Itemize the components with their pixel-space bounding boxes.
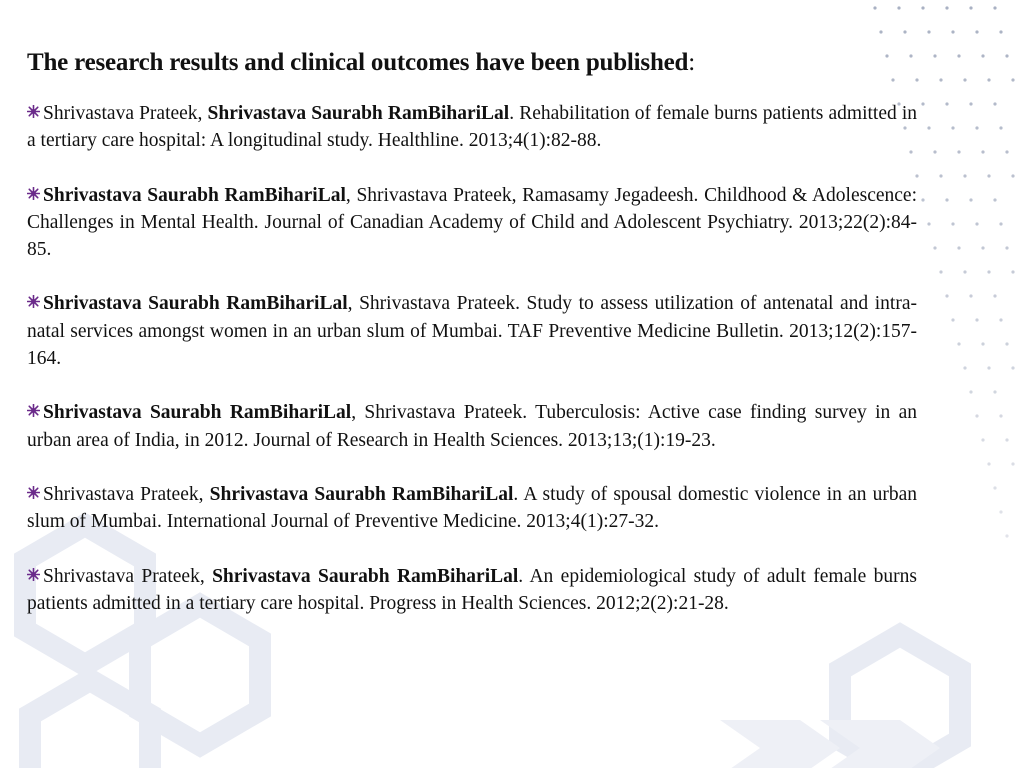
decor-dot	[951, 318, 954, 321]
decor-dot	[993, 6, 996, 9]
starburst-bullet-icon	[27, 187, 40, 200]
reference-author-bold: Shrivastava Saurabh RamBihariLal	[207, 103, 510, 124]
decor-dot	[987, 78, 990, 81]
reference-author-bold: Shrivastava Saurabh RamBihariLal	[43, 293, 348, 315]
decor-dot	[987, 462, 990, 465]
decor-dot	[927, 126, 930, 129]
decor-dot	[1005, 150, 1008, 153]
decor-dot	[963, 366, 966, 369]
decor-dot	[975, 126, 978, 129]
decor-dot	[999, 30, 1002, 33]
decor-dot	[939, 174, 942, 177]
decor-dot	[903, 30, 906, 33]
decor-dot	[999, 126, 1002, 129]
decor-dot	[981, 342, 984, 345]
decor-dot	[999, 414, 1002, 417]
decor-dot	[939, 78, 942, 81]
decor-dot	[933, 246, 936, 249]
decor-dot	[969, 294, 972, 297]
decor-dot	[897, 6, 900, 9]
decor-dot	[963, 78, 966, 81]
reference-item	[27, 399, 917, 454]
decor-dot	[999, 318, 1002, 321]
slide-title-colon: :	[688, 49, 696, 76]
decor-dot	[921, 6, 924, 9]
decor-dot	[945, 6, 948, 9]
reference-authors-pre: Shrivastava Prateek,	[43, 103, 208, 124]
decor-dot	[957, 54, 960, 57]
decor-dot	[975, 414, 978, 417]
decor-dot	[987, 366, 990, 369]
decor-dot	[981, 438, 984, 441]
decor-dot	[999, 222, 1002, 225]
decor-dot	[993, 486, 996, 489]
reference-list	[27, 100, 917, 617]
decor-dot	[951, 126, 954, 129]
starburst-bullet-icon	[27, 404, 40, 417]
reference-citation: , Shrivastava Prateek, Ramasamy Jegadeesh. Childhood & Adolescence: Challenges in Mental Health. Journal of Canadian Academy of Child and Adolescent Psychiatry. 2013;22(2):84-85.	[27, 184, 917, 261]
decor-dot	[987, 174, 990, 177]
decor-dot	[945, 102, 948, 105]
decor-dot	[873, 6, 876, 9]
reference-item	[27, 182, 917, 264]
decor-dot	[933, 150, 936, 153]
starburst-bullet-icon	[27, 486, 40, 499]
decor-dot	[921, 102, 924, 105]
decor-dot	[969, 390, 972, 393]
decor-dot	[1011, 174, 1014, 177]
reference-citation: . A study of spousal domestic violence in an urban slum of Mumbai. International Journal of Preventive Medicine. 2013;4(1):27-32.	[27, 483, 917, 533]
decor-dot	[981, 150, 984, 153]
reference-author-bold: Shrivastava Saurabh RamBihariLal	[43, 402, 352, 424]
decor-dot	[1005, 534, 1008, 537]
decor-dot	[879, 30, 882, 33]
decor-dot	[951, 222, 954, 225]
decor-dot	[927, 222, 930, 225]
decor-dot	[999, 510, 1002, 513]
decor-dot	[1005, 246, 1008, 249]
starburst-bullet-icon	[27, 105, 40, 118]
decor-dot	[969, 6, 972, 9]
decor-dot	[975, 30, 978, 33]
decor-dot	[1011, 78, 1014, 81]
decor-dot	[1011, 366, 1014, 369]
reference-authors-pre: Shrivastava Prateek,	[43, 483, 210, 505]
reference-item	[27, 481, 917, 536]
decor-dot	[1005, 342, 1008, 345]
reference-item	[27, 290, 917, 372]
decor-dot	[975, 318, 978, 321]
decor-dot	[963, 174, 966, 177]
decor-dot	[993, 198, 996, 201]
reference-citation: . Rehabilitation of female burns patients admitted in a tertiary care hospital: A longitudinal study. Healthline. 2013;4(1):82-88.	[27, 103, 917, 152]
decor-dot	[1011, 270, 1014, 273]
reference-author-bold: Shrivastava Saurabh RamBihariLal	[212, 565, 519, 587]
reference-author-bold: Shrivastava Saurabh RamBihariLal	[43, 184, 346, 206]
reference-citation: . An epidemiological study of adult female burns patients admitted in a tertiary care hospital. Progress in Health Sciences. 2012;2(2):21-28.	[27, 565, 918, 614]
reference-authors-pre: Shrivastava Prateek,	[43, 565, 213, 587]
reference-citation: , Shrivastava Prateek. Study to assess utilization of antenatal and intra-natal services amongst women in an urban slum of Mumbai. TAF Preventive Medicine Bulletin. 2013;12(2):157-164.	[27, 293, 917, 370]
decor-dot	[993, 390, 996, 393]
decor-dot	[945, 294, 948, 297]
decor-dot	[1005, 438, 1008, 441]
decor-dot	[921, 198, 924, 201]
slide-title	[27, 48, 917, 78]
decor-dot	[951, 30, 954, 33]
decor-dot	[975, 222, 978, 225]
decor-dot	[969, 198, 972, 201]
decor-dot	[993, 102, 996, 105]
decor-dot	[969, 102, 972, 105]
reference-citation: , Shrivastava Prateek. Tuberculosis: Active case finding survey in an urban area of India, in 2012. Journal of Research in Health Sciences. 2013;13;(1):19-23.	[27, 402, 917, 451]
slide-title-text: The research results and clinical outcomes have been published	[27, 49, 689, 76]
decor-dot	[987, 270, 990, 273]
reference-item	[27, 100, 917, 155]
slide-content	[27, 48, 917, 644]
decor-dot	[981, 54, 984, 57]
decor-dot	[927, 30, 930, 33]
decor-dot	[957, 150, 960, 153]
starburst-bullet-icon	[27, 295, 40, 308]
decor-dot	[963, 270, 966, 273]
decor-dot	[981, 246, 984, 249]
decor-dot	[1005, 54, 1008, 57]
decor-dot	[945, 198, 948, 201]
decor-dot	[957, 246, 960, 249]
starburst-bullet-icon	[27, 568, 40, 581]
decor-dot	[933, 54, 936, 57]
reference-item	[27, 563, 917, 618]
decor-dot	[993, 294, 996, 297]
decor-dot	[957, 342, 960, 345]
decor-dot	[1011, 462, 1014, 465]
reference-author-bold: Shrivastava Saurabh RamBihariLal	[209, 483, 514, 505]
decor-dot	[939, 270, 942, 273]
